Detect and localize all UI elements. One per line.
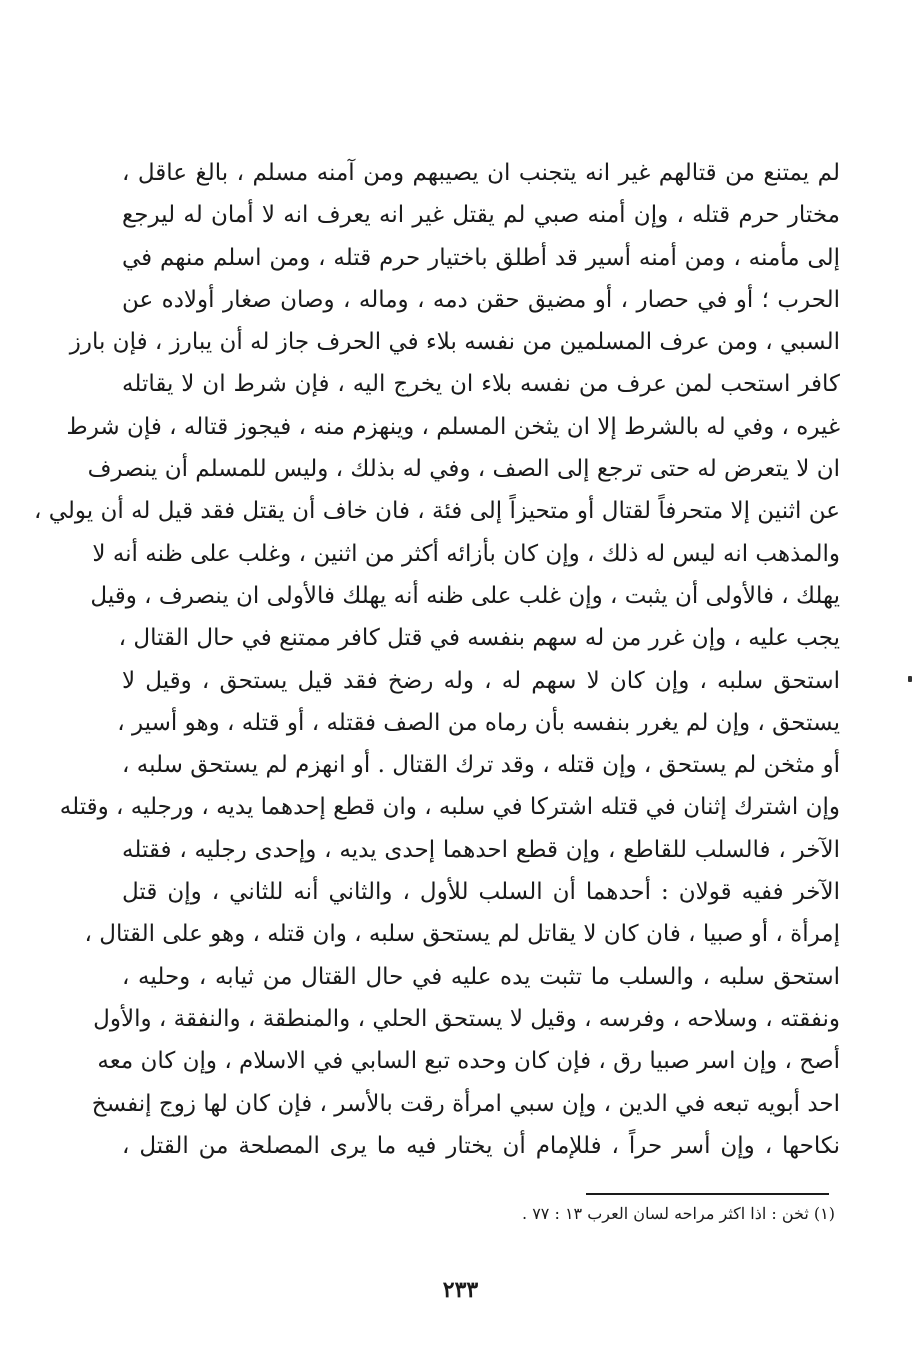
text-line: استحق سلبه ، والسلب ما تثبت يده عليه في حال القتال من ثيابه ، وحليه ، — [122, 963, 840, 990]
text-line: والمذهب انه ليس له ذلك ، وإن كان بأزائه أكثر من اثنين ، وغلب على ظنه أنه لا — [92, 540, 840, 567]
text-line: ونفقته ، وسلاحه ، وفرسه ، وقيل لا يستحق الحلي ، والمنطقة ، والنفقة ، والأول — [93, 1005, 840, 1032]
text-line: أو مثخن لم يستحق ، وإن قتله ، وقد ترك القتال . أو انهزم لم يستحق سلبه ، — [122, 752, 840, 779]
text-line: غيره ، وفي له بالشرط إلا ان يثخن المسلم ، وينهزم منه ، فيجوز قتاله ، فإن شرط — [66, 413, 840, 440]
text-line: يجب عليه ، وإن غرر من له سهم بنفسه في قتل كافر ممتنع في حال القتال ، — [118, 625, 840, 652]
text-line: عن اثنين إلا متحرفاً لقتال أو متحيزاً إلى فئة ، فان خاف أن يقتل فقد قيل له أن يولي ، — [33, 498, 840, 525]
text-line: الآخر ، فالسلب للقاطع ، وإن قطع احدهما إحدى يديه ، وإحدى رجليه ، فقتله — [122, 836, 840, 863]
text-line: يهلك ، فالأولى أن يثبت ، وإن غلب على ظنه أنه يهلك فالأولى ان ينصرف ، وقيل — [90, 582, 840, 609]
text-line: الآخر ففيه قولان : أحدهما أن السلب للأول ، والثاني أنه للثاني ، وإن قتل — [122, 879, 840, 906]
text-line: كافر استحب لمن عرف من نفسه بلاء ان يخرج اليه ، فإن شرط ان لا يقاتله — [122, 371, 840, 398]
text-line: إلى مأمنه ، ومن أمنه أسير قد أطلق باختيار حرم قتله ، ومن اسلم منهم في — [122, 244, 840, 271]
footnote-separator — [586, 1193, 829, 1195]
text-line: استحق سلبه ، وإن كان لا سهم له ، وله رضخ فقد قيل يستحق ، وقيل لا — [122, 667, 840, 694]
text-line: الحرب ؛ أو في حصار ، أو مضيق حقن دمه ، وماله ، وصان صغار أولاده عن — [122, 286, 840, 313]
text-line: السبي ، ومن عرف المسلمين من نفسه بلاء في الحرف جاز له أن يبارز ، فإن بارز — [69, 329, 840, 356]
text-line: أصح ، وإن اسر صبيا رق ، فإن كان وحده تبع السابي في الاسلام ، وإن كان معه — [97, 1048, 840, 1075]
text-line: نكاحها ، وإن أسر حراً ، فللإمام أن يختار فيه ما يرى المصلحة من القتل ، — [122, 1132, 840, 1159]
page-number: ٢٣٣ — [442, 1277, 479, 1303]
footnote: (١) ثخن : اذا اكثر مراحه لسان العرب ١٣ : ٧٧ . — [522, 1204, 835, 1223]
margin-mark — [908, 676, 912, 682]
body-text — [33, 152, 840, 1167]
text-line: إمرأة ، أو صبيا ، فان كان لا يقاتل لم يستحق سلبه ، وان قتله ، وهو على القتال ، — [84, 921, 840, 948]
text-line: مختار حرم قتله ، وإن أمنه صبي لم يقتل غير انه يعرف انه لا أمان له ليرجع — [122, 202, 840, 229]
text-line: ان لا يتعرض له حتى ترجع إلى الصف ، وفي له بذلك ، وليس للمسلم أن ينصرف — [87, 456, 840, 483]
text-line: احد أبويه تبعه في الدين ، وإن سبي امرأة رقت بالأسر ، فإن كان لها زوج إنفسخ — [91, 1090, 840, 1117]
text-line: يستحق ، وإن لم يغرر بنفسه بأن رماه من الصف فقتله ، أو قتله ، وهو أسير ، — [117, 709, 840, 736]
text-line: لم يمتنع من قتالهم غير انه يتجنب ان يصيبهم ومن آمنه مسلم ، بالغ عاقل ، — [122, 160, 840, 186]
text-line: وإن اشترك إثنان في قتله اشتركا في سلبه ، وان قطع إحدهما يديه ، ورجليه ، وقتله — [59, 794, 840, 821]
